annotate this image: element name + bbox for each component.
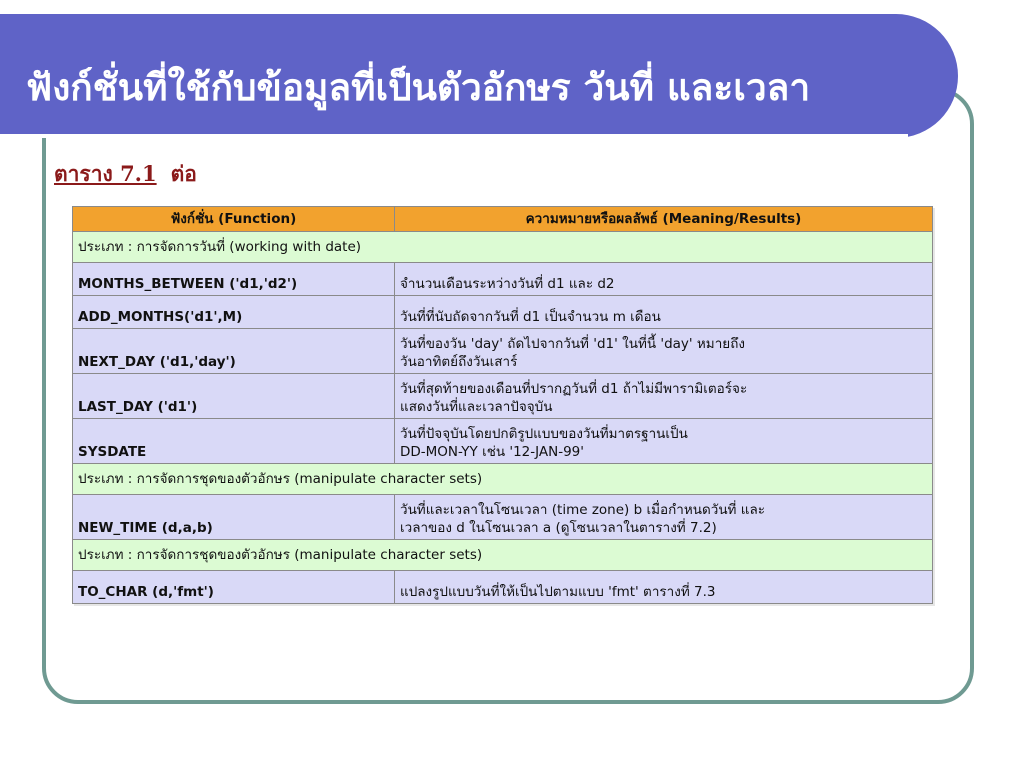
category-row-characters [73,464,933,495]
category-row-characters [73,540,933,571]
meaning-cell [395,374,933,419]
meaning-line: วันที่ปัจจุบันโดยปกติรูปแบบของวันที่มาตรฐานเป็น [400,426,688,442]
table-reference-link[interactable]: ตาราง 7.1 [54,161,157,186]
function-cell: NEW_TIME (d,a,b) [73,495,395,540]
function-cell: SYSDATE [73,419,395,464]
table-row [73,419,933,464]
meaning-cell [395,495,933,540]
function-cell: NEXT_DAY ('d1,'day') [73,329,395,374]
meaning-line: วันที่สุดท้ายของเดือนที่ปรากฏวันที่ d1 ถ้าไม่มีพารามิเตอร์จะ [400,381,748,397]
meaning-line: DD-MON-YY เช่น '12-JAN-99' [400,444,584,460]
table-row [73,263,933,296]
category-label: ประเภท : การจัดการวันที่ (working with date) [73,232,933,263]
function-cell: LAST_DAY ('d1') [73,374,395,419]
table-header-row [73,207,933,232]
table-row [73,571,933,604]
function-cell: TO_CHAR (d,'fmt') [73,571,395,604]
meaning-cell: วันที่ที่นับถัดจากวันที่ d1 เป็นจำนวน m เดือน [395,296,933,329]
meaning-line: แสดงวันที่และเวลาปัจจุบัน [400,399,553,415]
table-row [73,374,933,419]
function-cell: MONTHS_BETWEEN ('d1,'d2') [73,263,395,296]
category-label: ประเภท : การจัดการชุดของตัวอักษร (manipulate character sets) [73,540,933,571]
category-row-date [73,232,933,263]
meaning-line: วันที่และเวลาในโซนเวลา (time zone) b เมื่อกำหนดวันที่ และ [400,502,765,518]
meaning-line: วันอาทิตย์ถึงวันเสาร์ [400,354,518,370]
function-cell: ADD_MONTHS('d1',M) [73,296,395,329]
meaning-cell [395,329,933,374]
table-caption [54,158,197,191]
title-underline [0,134,908,138]
meaning-cell: จำนวนเดือนระหว่างวันที่ d1 และ d2 [395,263,933,296]
table-row [73,495,933,540]
header-meaning: ความหมายหรือผลลัพธ์ (Meaning/Results) [395,207,933,232]
table-continued-label: ต่อ [170,161,197,186]
meaning-line: วันที่ของวัน 'day' ถัดไปจากวันที่ 'd1' ในที่นี้ 'day' หมายถึง [400,336,745,352]
header-function: ฟังก์ชั่น (Function) [73,207,395,232]
table-row [73,329,933,374]
meaning-line: เวลาของ d ในโซนเวลา a (ดูโซนเวลาในตารางที่ 7.2) [400,520,717,536]
meaning-cell [395,419,933,464]
functions-table [72,206,933,604]
meaning-cell: แปลงรูปแบบวันที่ให้เป็นไปตามแบบ 'fmt' ตารางที่ 7.3 [395,571,933,604]
category-label: ประเภท : การจัดการชุดของตัวอักษร (manipulate character sets) [73,464,933,495]
slide-title: ฟังก์ชั่นที่ใช้กับข้อมูลที่เป็นตัวอักษร วันที่ และเวลา [26,65,811,109]
table-row [73,296,933,329]
